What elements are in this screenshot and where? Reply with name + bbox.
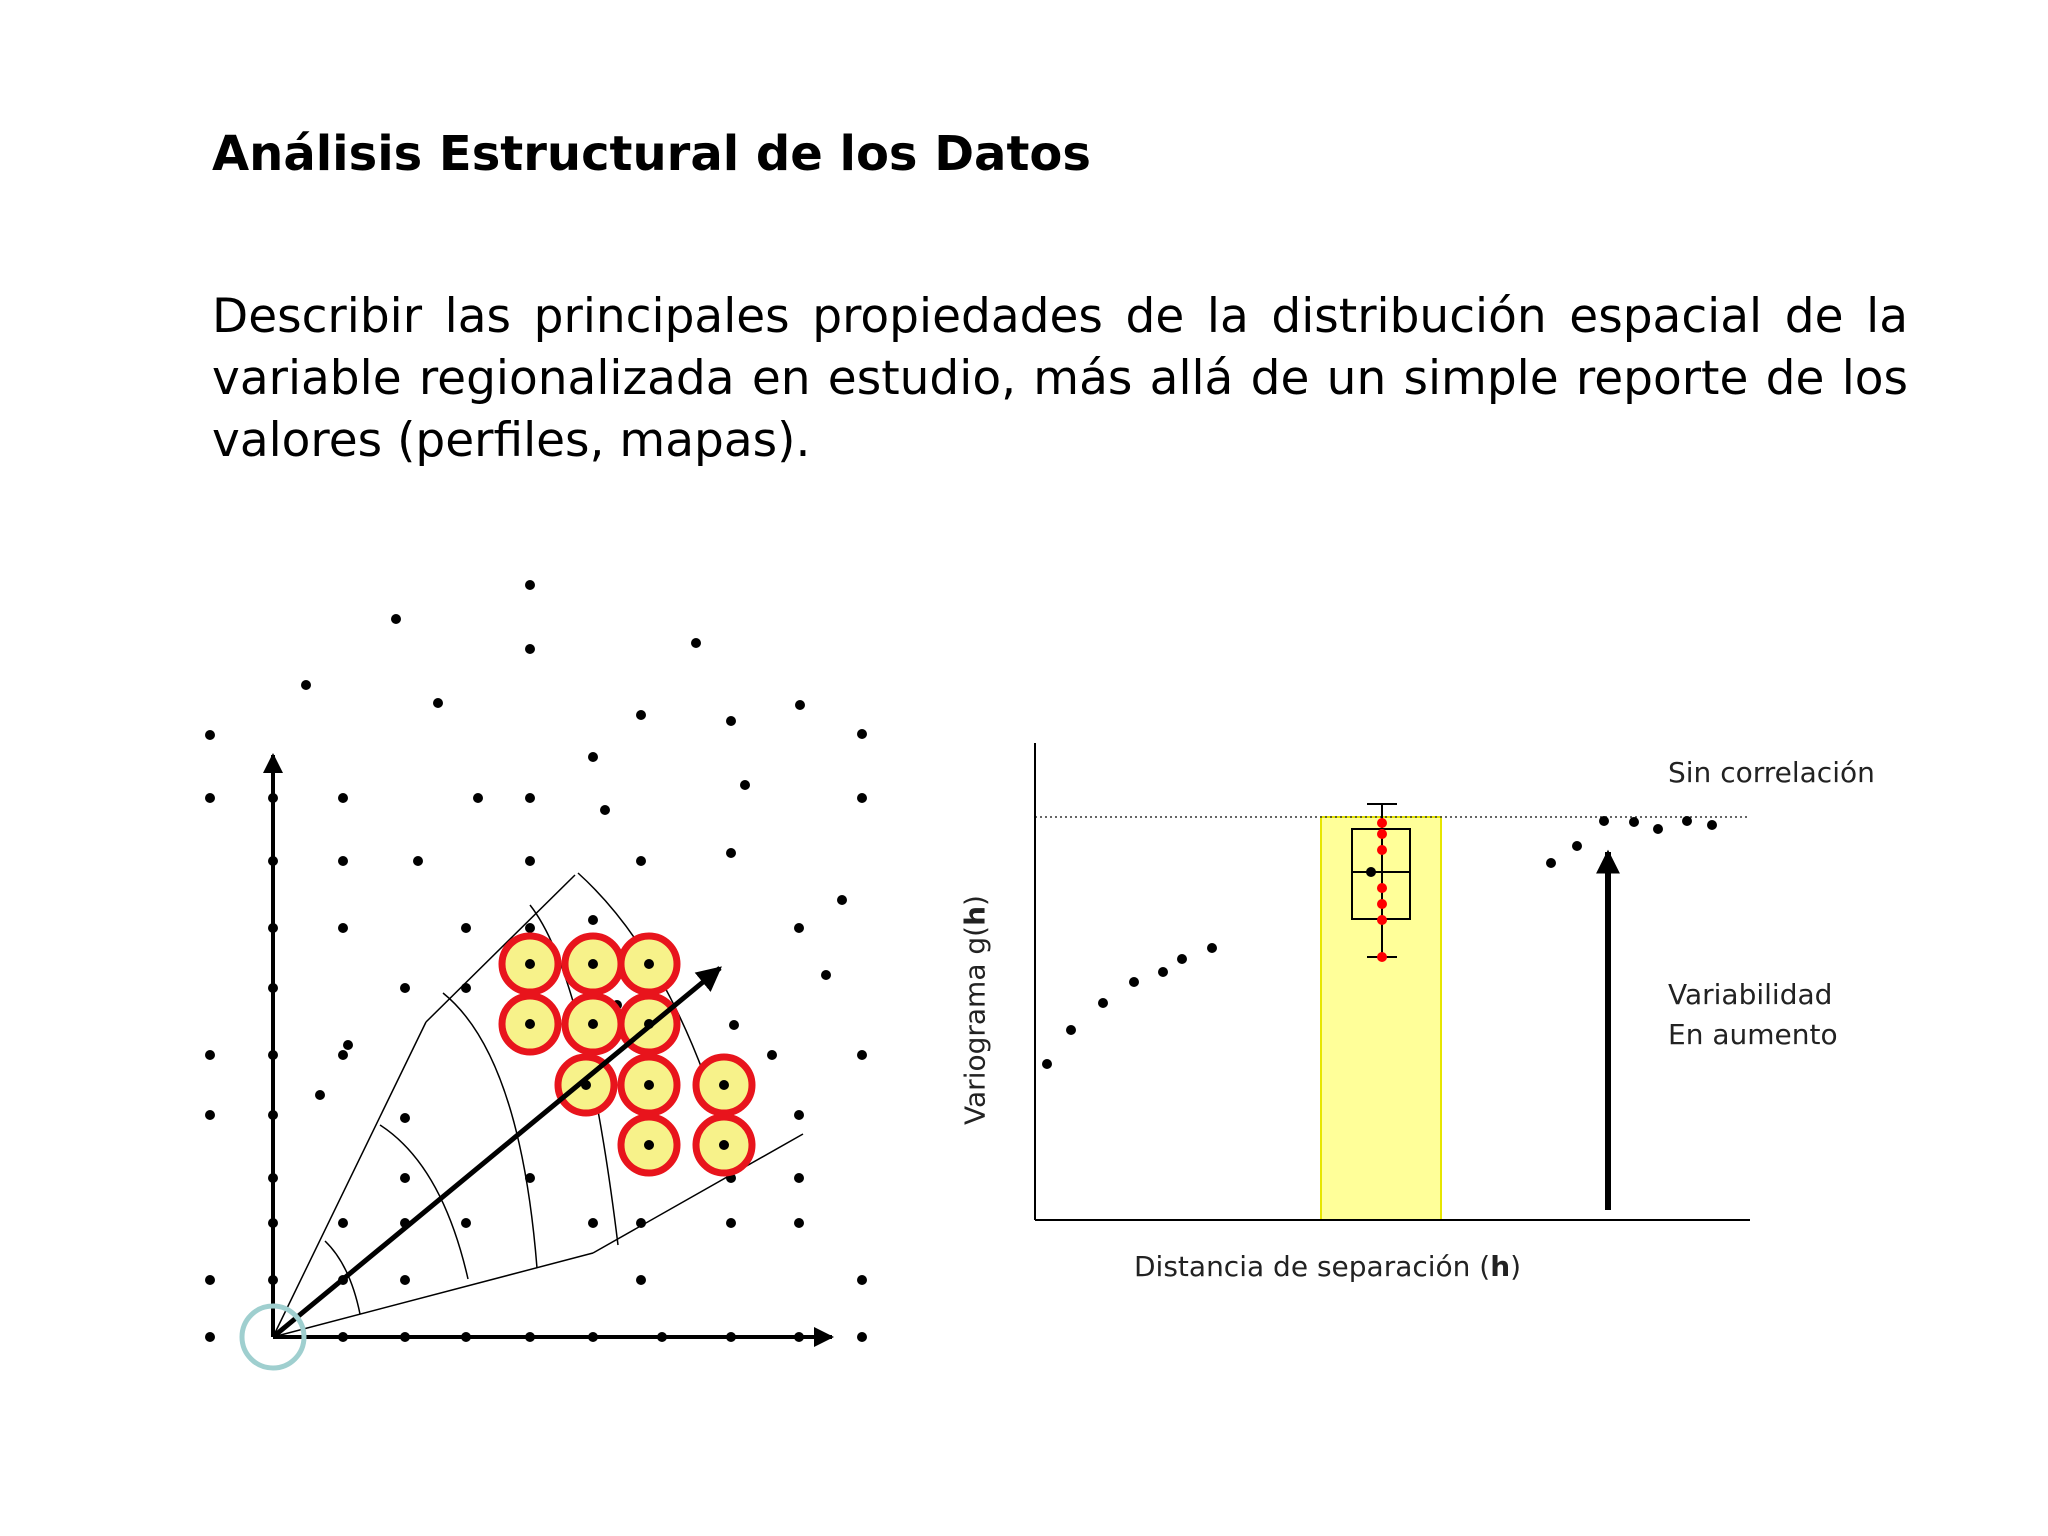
highlight-center-point	[644, 959, 654, 969]
sample-point	[461, 923, 471, 933]
sample-point	[205, 1275, 215, 1285]
sample-point	[729, 1020, 739, 1030]
sample-point	[433, 698, 443, 708]
variogram-point	[1177, 954, 1187, 964]
sample-point	[338, 1050, 348, 1060]
sample-point	[794, 1218, 804, 1228]
sample-point	[461, 1218, 471, 1228]
highlight-center-point	[525, 1019, 535, 1029]
sample-point	[588, 915, 598, 925]
sample-point	[205, 793, 215, 803]
sample-point	[461, 983, 471, 993]
sample-point	[525, 856, 535, 866]
boxplot-point	[1377, 845, 1387, 855]
sill-label: Sin correlación	[1668, 756, 1875, 789]
sample-point	[473, 793, 483, 803]
sample-point	[588, 1218, 598, 1228]
sample-point	[205, 1050, 215, 1060]
variability-label-line2: En aumento	[1668, 1018, 1838, 1051]
sample-point	[794, 923, 804, 933]
sample-point	[726, 716, 736, 726]
sample-point	[400, 1173, 410, 1183]
highlight-center-point	[719, 1080, 729, 1090]
variogram-point	[1599, 816, 1609, 826]
sample-point	[413, 856, 423, 866]
sample-point	[343, 1040, 353, 1050]
sample-point	[338, 923, 348, 933]
sample-point	[837, 895, 847, 905]
sample-point	[600, 805, 610, 815]
sample-point	[726, 1218, 736, 1228]
variability-label-line1: Variabilidad	[1668, 978, 1833, 1011]
sample-point	[857, 1275, 867, 1285]
variogram-point	[1707, 820, 1717, 830]
variogram-point	[1098, 998, 1108, 1008]
sample-point	[726, 848, 736, 858]
boxplot-point	[1377, 915, 1387, 925]
highlight-center-point	[719, 1140, 729, 1150]
slide-title: Análisis Estructural de los Datos	[212, 126, 1091, 182]
sample-point	[794, 1173, 804, 1183]
variogram-point	[1366, 867, 1376, 877]
sample-point	[795, 700, 805, 710]
variogram-chart	[940, 730, 1780, 1250]
sample-point	[338, 1218, 348, 1228]
search-cone-diagram	[180, 555, 900, 1395]
variogram-point	[1653, 824, 1663, 834]
sample-point	[821, 970, 831, 980]
slide-body-text: Describir las principales propiedades de la distribución espacial de la variable regionalizada en estudio, más allá de un simple reporte de los valores (perfiles, mapas).	[212, 289, 1908, 468]
x-axis-label: Distancia de separación (h)	[1134, 1250, 1522, 1283]
sample-point	[525, 793, 535, 803]
highlight-center-point	[525, 959, 535, 969]
y-axis-label: Variograma g(h)	[958, 895, 992, 1125]
highlight-center-point	[588, 959, 598, 969]
sample-point	[588, 752, 598, 762]
sample-point	[338, 856, 348, 866]
sample-point	[740, 780, 750, 790]
sample-point	[691, 638, 701, 648]
variogram-point	[1207, 943, 1217, 953]
boxplot-point	[1377, 818, 1387, 828]
highlight-center-point	[644, 1080, 654, 1090]
variogram-point	[1042, 1059, 1052, 1069]
sample-point	[525, 644, 535, 654]
boxplot-point	[1377, 952, 1387, 962]
lag-arc-2	[380, 1125, 468, 1279]
boxplot-point	[1377, 829, 1387, 839]
boxplot-point	[1377, 883, 1387, 893]
variogram-point	[1546, 858, 1556, 868]
variogram-point	[1129, 977, 1139, 987]
sample-point	[767, 1050, 777, 1060]
sample-point	[205, 1332, 215, 1342]
variogram-point	[1158, 967, 1168, 977]
sample-point	[400, 1275, 410, 1285]
sample-point	[301, 680, 311, 690]
sample-point	[857, 729, 867, 739]
sample-point	[338, 793, 348, 803]
sample-point	[857, 1332, 867, 1342]
variogram-point	[1629, 817, 1639, 827]
sample-point	[857, 1050, 867, 1060]
sample-point	[636, 1275, 646, 1285]
variogram-point	[1572, 841, 1582, 851]
sample-point	[636, 710, 646, 720]
sample-point	[794, 1110, 804, 1120]
sample-point	[400, 983, 410, 993]
sample-point	[525, 923, 535, 933]
sample-point	[857, 793, 867, 803]
sample-point	[391, 614, 401, 624]
boxplot-point	[1377, 899, 1387, 909]
sample-point	[525, 580, 535, 590]
highlight-center-point	[644, 1140, 654, 1150]
sample-point	[315, 1090, 325, 1100]
variogram-point	[1066, 1025, 1076, 1035]
highlight-center-point	[588, 1019, 598, 1029]
variogram-point	[1682, 816, 1692, 826]
sample-point	[205, 730, 215, 740]
sample-point	[400, 1113, 410, 1123]
sample-point	[636, 856, 646, 866]
sample-point	[205, 1110, 215, 1120]
